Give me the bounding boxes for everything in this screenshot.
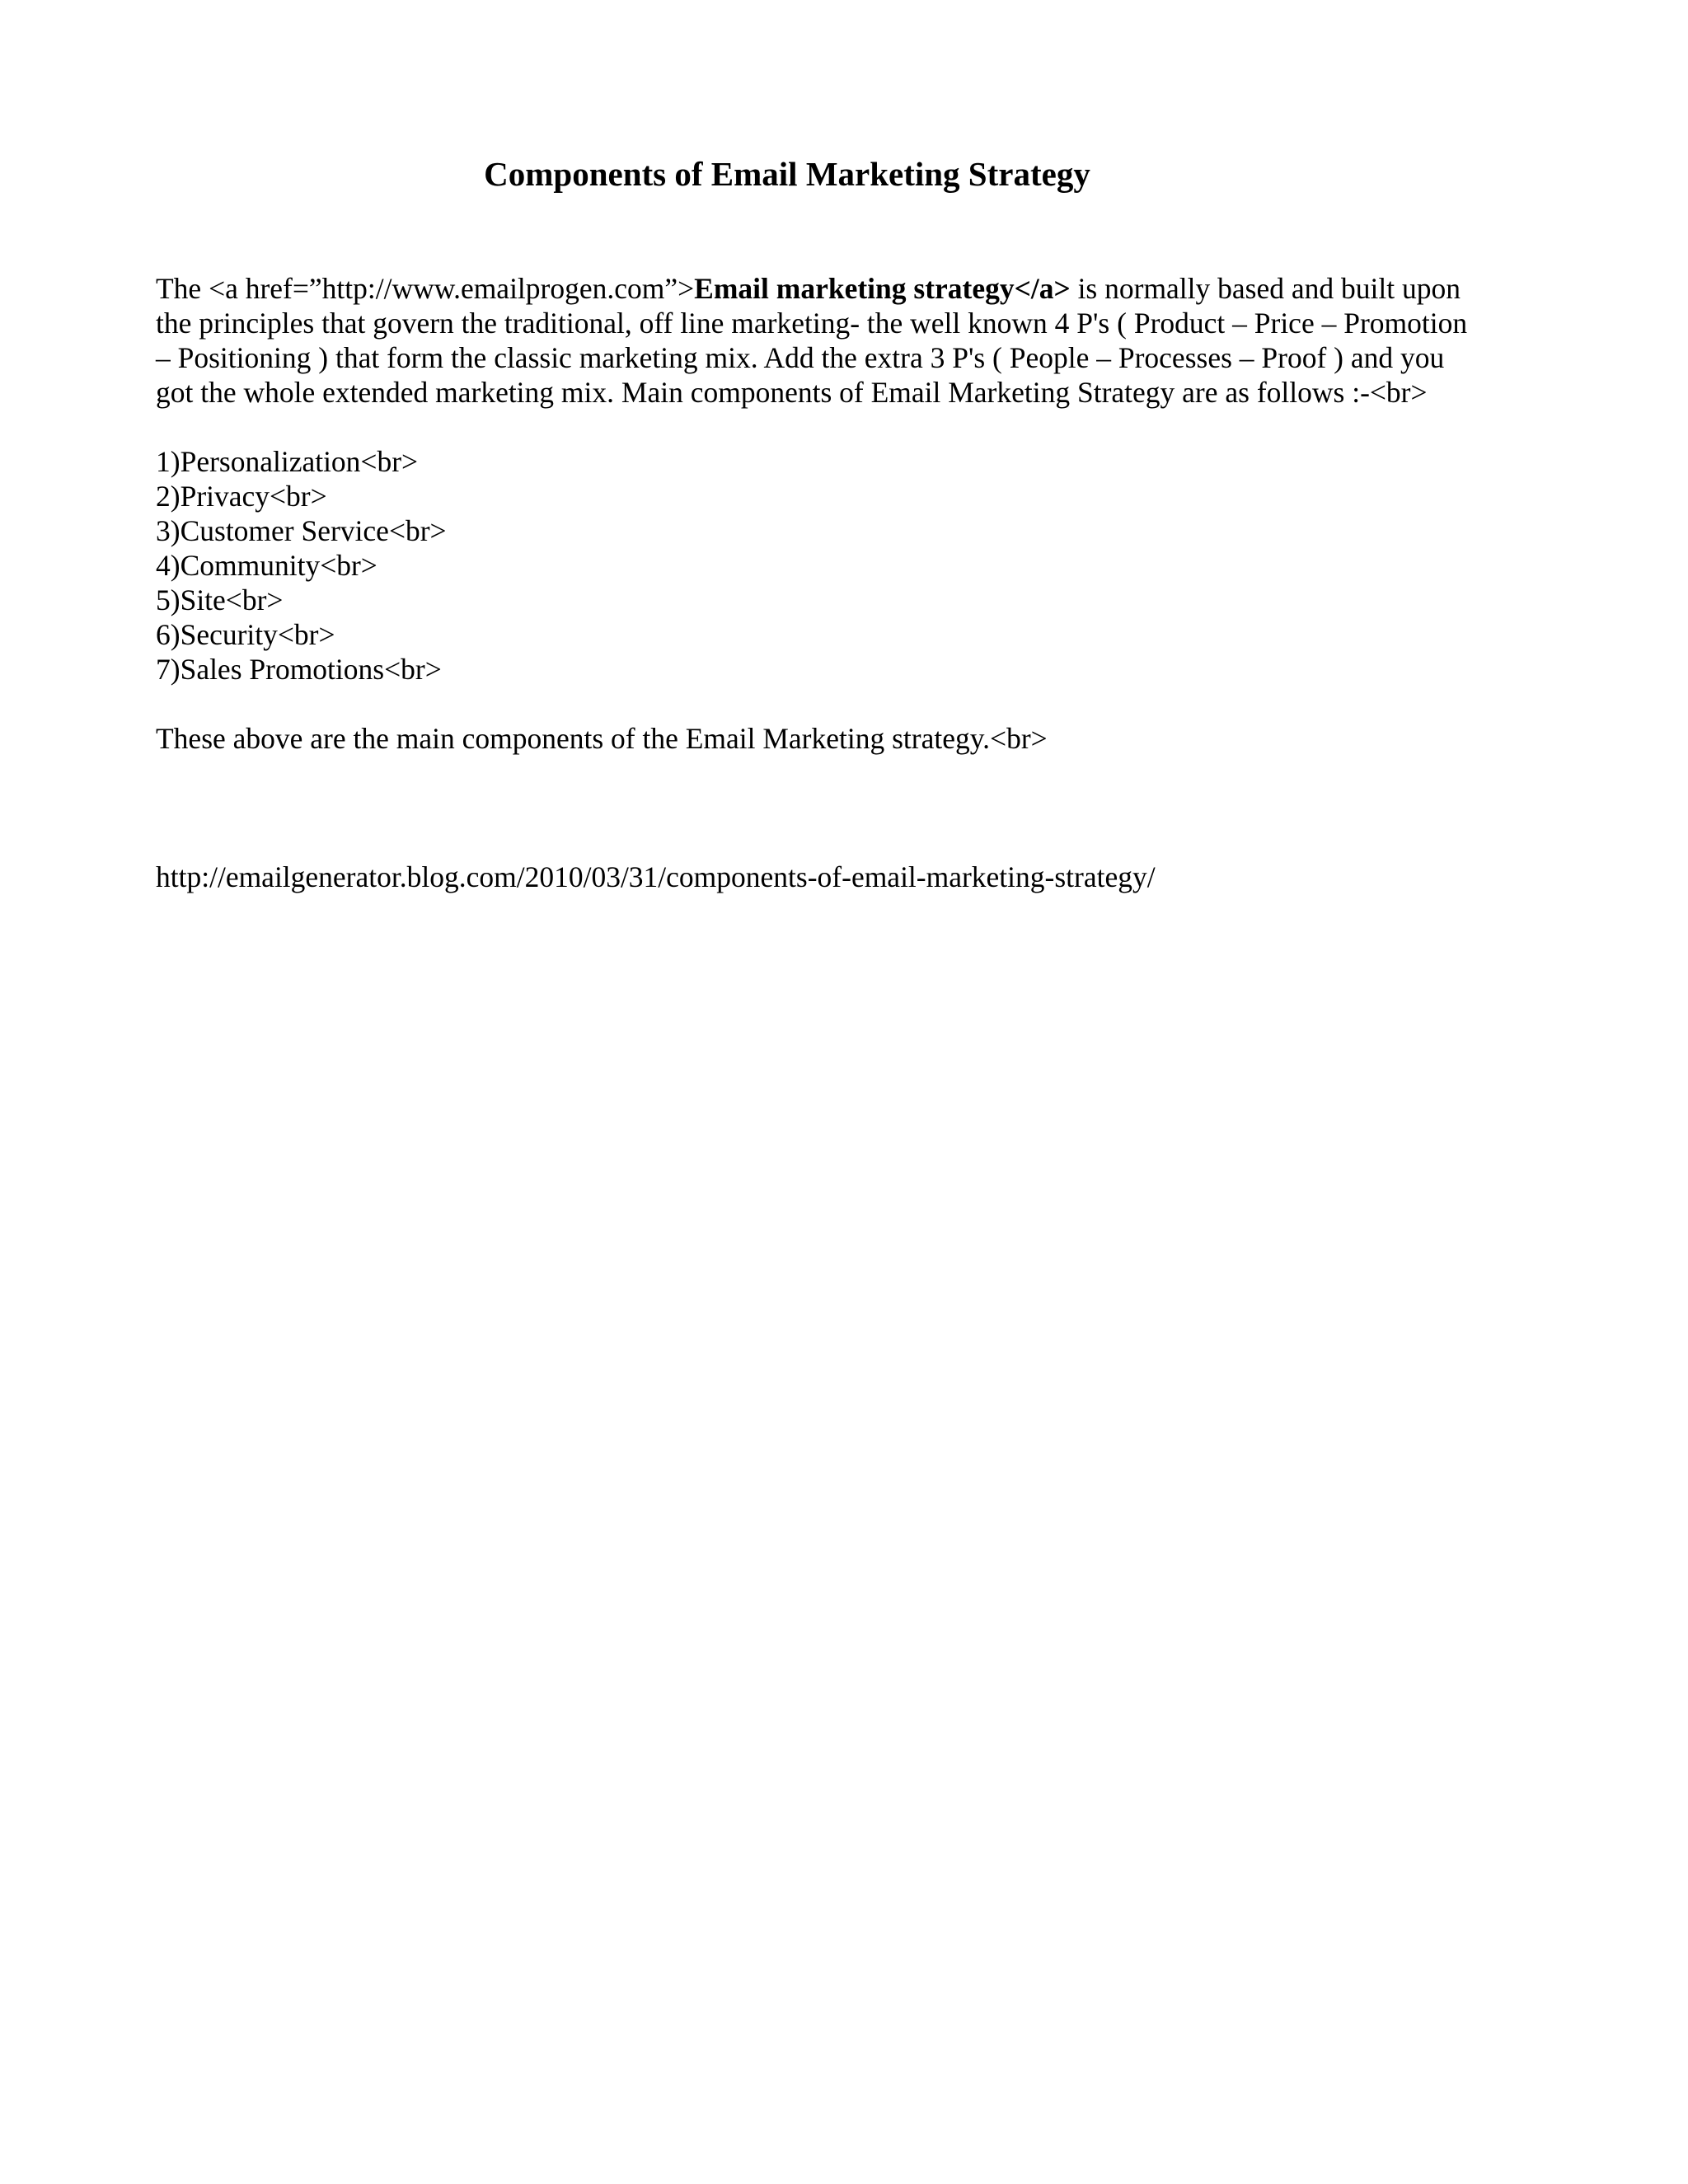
document-body <box>156 271 1540 894</box>
list-item: 5)Site<br> <box>156 583 284 616</box>
list-item: 1)Personalization<br> <box>156 445 419 478</box>
intro-bold-link-text: Email marketing strategy</a> <box>694 272 1071 305</box>
list-item: 6)Security<br> <box>156 618 335 651</box>
source-url: http://emailgenerator.blog.com/2010/03/31/components-of-email-marketing-strategy/ <box>156 860 1156 893</box>
intro-paragraph <box>156 271 1540 410</box>
closing-paragraph: These above are the main components of the Email Marketing strategy.<br> <box>156 722 1048 755</box>
list-item: 3)Customer Service<br> <box>156 514 447 547</box>
document-title: Components of Email Marketing Strategy <box>484 155 1090 193</box>
intro-suffix: is normally based and built upon the principles that govern the traditional, off line marketing- the well known 4 P's ( Product – Price – Promotion – Positioning ) that form the classic marketing mix. Add the extra 3 P's ( People – Processes – Proof ) and you got the whole extended marketing mix. Main components of Email Marketing Strategy are as follows :-<br> <box>156 272 1468 409</box>
intro-prefix: The <a href=”http://www.emailprogen.com”> <box>156 272 695 305</box>
list-item: 4)Community<br> <box>156 549 377 582</box>
components-list <box>156 444 1540 687</box>
list-item: 7)Sales Promotions<br> <box>156 653 442 686</box>
list-item: 2)Privacy<br> <box>156 480 327 513</box>
